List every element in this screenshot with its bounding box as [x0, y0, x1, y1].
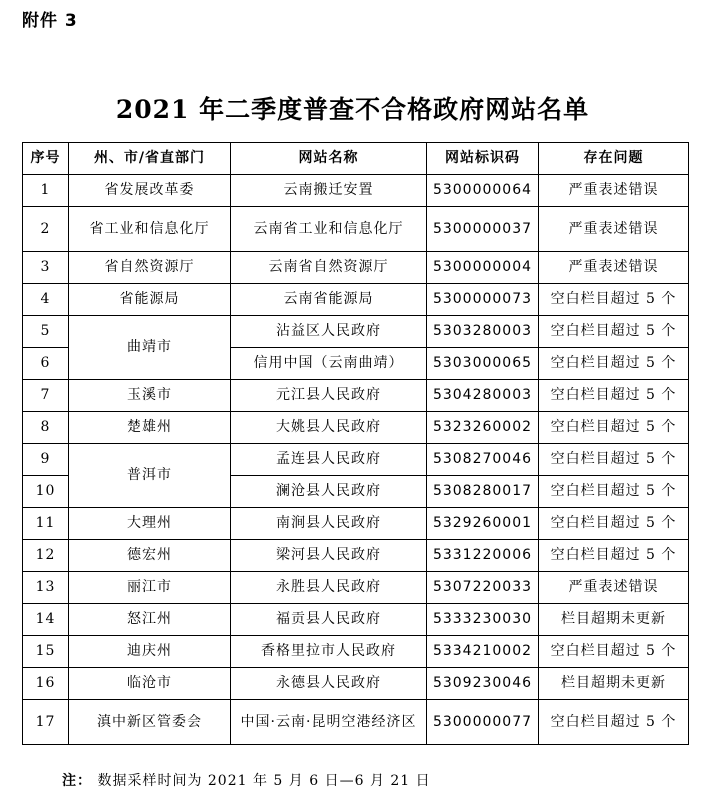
table-row — [23, 700, 689, 745]
row-number: 4 — [23, 284, 69, 316]
footnote — [62, 770, 431, 790]
row-website-name: 永德县人民政府 — [231, 668, 427, 700]
row-department: 滇中新区管委会 — [69, 700, 231, 745]
row-number: 5 — [23, 316, 69, 348]
row-website-code: 5334210002 — [427, 636, 539, 668]
header-department: 州、市/省直部门 — [69, 143, 231, 175]
row-issue: 空白栏目超过 5 个 — [539, 412, 689, 444]
table-row — [23, 412, 689, 444]
row-issue: 空白栏目超过 5 个 — [539, 284, 689, 316]
row-issue: 严重表述错误 — [539, 175, 689, 207]
row-department: 丽江市 — [69, 572, 231, 604]
row-website-code: 5309230046 — [427, 668, 539, 700]
row-website-name: 云南省自然资源厅 — [231, 252, 427, 284]
header-issue: 存在问题 — [539, 143, 689, 175]
row-website-code: 5300000073 — [427, 284, 539, 316]
row-website-name: 中国·云南·昆明空港经济区 — [231, 700, 427, 745]
row-number: 16 — [23, 668, 69, 700]
row-number: 7 — [23, 380, 69, 412]
row-website-name: 大姚县人民政府 — [231, 412, 427, 444]
row-website-code: 5300000037 — [427, 207, 539, 252]
table-row — [23, 604, 689, 636]
row-website-code: 5304280003 — [427, 380, 539, 412]
row-number: 1 — [23, 175, 69, 207]
table-row — [23, 380, 689, 412]
row-department: 省发展改革委 — [69, 175, 231, 207]
row-website-code: 5323260002 — [427, 412, 539, 444]
row-department: 省自然资源厅 — [69, 252, 231, 284]
row-number: 11 — [23, 508, 69, 540]
row-department: 玉溪市 — [69, 380, 231, 412]
row-department: 大理州 — [69, 508, 231, 540]
row-website-name: 梁河县人民政府 — [231, 540, 427, 572]
row-number: 14 — [23, 604, 69, 636]
row-number: 6 — [23, 348, 69, 380]
table-row — [23, 252, 689, 284]
row-department: 楚雄州 — [69, 412, 231, 444]
header-serial-number: 序号 — [23, 143, 69, 175]
noncompliant-websites-table — [22, 142, 689, 745]
row-number: 12 — [23, 540, 69, 572]
row-issue: 栏目超期未更新 — [539, 668, 689, 700]
row-website-name: 福贡县人民政府 — [231, 604, 427, 636]
row-issue: 空白栏目超过 5 个 — [539, 476, 689, 508]
row-website-code: 5308280017 — [427, 476, 539, 508]
row-issue: 空白栏目超过 5 个 — [539, 348, 689, 380]
row-website-code: 5300000064 — [427, 175, 539, 207]
row-website-name: 南涧县人民政府 — [231, 508, 427, 540]
row-issue: 空白栏目超过 5 个 — [539, 316, 689, 348]
table-row — [23, 572, 689, 604]
row-website-name: 永胜县人民政府 — [231, 572, 427, 604]
table-row — [23, 316, 689, 348]
row-website-name: 元江县人民政府 — [231, 380, 427, 412]
row-website-name: 信用中国（云南曲靖） — [231, 348, 427, 380]
table-row — [23, 508, 689, 540]
row-department: 德宏州 — [69, 540, 231, 572]
row-department: 怒江州 — [69, 604, 231, 636]
table-row — [23, 444, 689, 476]
row-department: 省工业和信息化厅 — [69, 207, 231, 252]
row-issue: 空白栏目超过 5 个 — [539, 444, 689, 476]
footnote-text: 数据采样时间为 2021 年 5 月 6 日—6 月 21 日 — [97, 773, 431, 789]
table-row — [23, 207, 689, 252]
row-issue: 空白栏目超过 5 个 — [539, 700, 689, 745]
table-row — [23, 636, 689, 668]
row-number: 17 — [23, 700, 69, 745]
table-row — [23, 540, 689, 572]
row-website-code: 5300000004 — [427, 252, 539, 284]
row-website-name: 云南省工业和信息化厅 — [231, 207, 427, 252]
row-website-name: 沾益区人民政府 — [231, 316, 427, 348]
row-number: 10 — [23, 476, 69, 508]
row-department: 普洱市 — [69, 444, 231, 508]
row-number: 2 — [23, 207, 69, 252]
table-row — [23, 284, 689, 316]
row-website-code: 5303000065 — [427, 348, 539, 380]
attachment-label: 附件 3 — [22, 11, 78, 31]
row-issue: 栏目超期未更新 — [539, 604, 689, 636]
header-website-name: 网站名称 — [231, 143, 427, 175]
row-website-name: 孟连县人民政府 — [231, 444, 427, 476]
row-website-code: 5307220033 — [427, 572, 539, 604]
row-issue: 空白栏目超过 5 个 — [539, 508, 689, 540]
page-title: 2021 年二季度普查不合格政府网站名单 — [115, 95, 590, 124]
row-website-name: 云南省能源局 — [231, 284, 427, 316]
header-website-code: 网站标识码 — [427, 143, 539, 175]
row-website-code: 5300000077 — [427, 700, 539, 745]
row-website-code: 5331220006 — [427, 540, 539, 572]
row-number: 15 — [23, 636, 69, 668]
row-issue: 严重表述错误 — [539, 207, 689, 252]
row-number: 8 — [23, 412, 69, 444]
table-row — [23, 175, 689, 207]
row-department: 省能源局 — [69, 284, 231, 316]
row-issue: 空白栏目超过 5 个 — [539, 380, 689, 412]
row-issue: 严重表述错误 — [539, 252, 689, 284]
row-website-name: 澜沧县人民政府 — [231, 476, 427, 508]
row-website-code: 5303280003 — [427, 316, 539, 348]
row-website-name: 香格里拉市人民政府 — [231, 636, 427, 668]
row-website-code: 5308270046 — [427, 444, 539, 476]
row-number: 9 — [23, 444, 69, 476]
row-issue: 严重表述错误 — [539, 572, 689, 604]
row-number: 13 — [23, 572, 69, 604]
row-website-name: 云南搬迁安置 — [231, 175, 427, 207]
footnote-label: 注： — [62, 773, 92, 789]
row-website-code: 5329260001 — [427, 508, 539, 540]
row-website-code: 5333230030 — [427, 604, 539, 636]
row-issue: 空白栏目超过 5 个 — [539, 636, 689, 668]
row-department: 迪庆州 — [69, 636, 231, 668]
table-header-row — [23, 143, 689, 175]
row-issue: 空白栏目超过 5 个 — [539, 540, 689, 572]
row-department: 临沧市 — [69, 668, 231, 700]
table-row — [23, 668, 689, 700]
row-number: 3 — [23, 252, 69, 284]
row-department: 曲靖市 — [69, 316, 231, 380]
